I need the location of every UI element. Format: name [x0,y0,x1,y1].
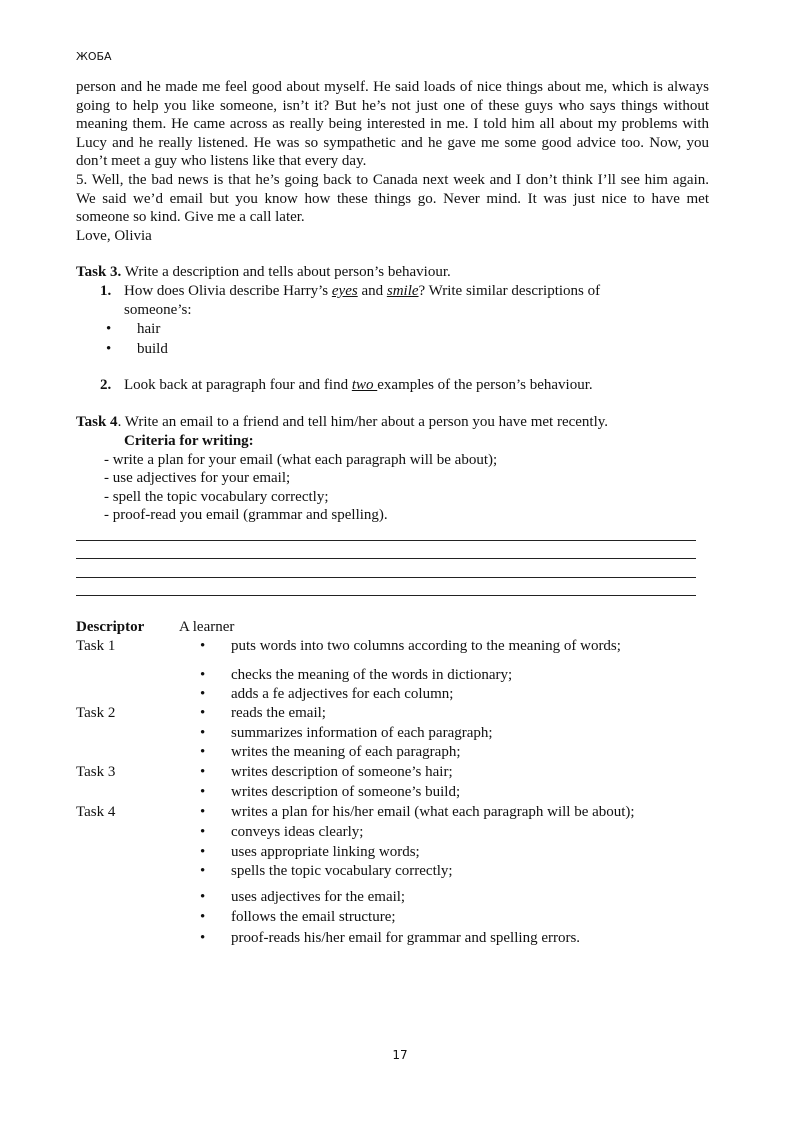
descriptor-item-text: checks the meaning of the words in dictionary; [231,667,513,683]
descriptor-item [200,763,453,782]
q2-text-a: Look back at paragraph four and find [124,377,352,393]
page-number: 17 [392,1048,408,1062]
bullet-icon: • [200,686,206,702]
task4-text: . Write an email to a friend and tell him/her about a person you have met recently. [117,414,609,430]
criteria-item: - use adjectives for your email; [104,470,291,486]
descriptor-item [200,888,405,907]
bullet-icon: • [200,764,206,780]
criteria-title: Criteria for writing: [124,433,254,449]
descriptor-item [200,823,363,842]
task3-label: Task 3. [76,264,122,280]
writing-line [76,577,696,578]
descriptor-item-text: conveys ideas clearly; [231,824,364,840]
task3-bullet-build [106,340,168,359]
bullet-icon: • [200,804,206,820]
letter-signoff: Love, Olivia [76,227,152,244]
bullet-icon: • [200,930,206,946]
criteria-item: - write a plan for your email (what each paragraph will be about); [104,452,498,468]
task-label: Task 2 [76,705,116,721]
q1-smile: smile [386,283,419,299]
bullet-icon: • [106,321,112,337]
q2-text-b: examples of the person’s behaviour. [377,377,593,393]
task3-bullet-hair [106,320,160,339]
bullet-icon: • [200,705,206,721]
q1-number: 1. [100,283,112,299]
bullet-icon: • [200,863,206,879]
descriptor-item-text: uses appropriate linking words; [231,844,420,860]
task4-label: Task 4 [76,414,118,430]
task3-question-1 [100,282,600,301]
descriptor-item [200,929,580,948]
writing-line [76,540,696,541]
bullet-icon: • [106,341,112,357]
task3-text: Write a description and tells about person’s behaviour. [121,264,451,280]
descriptor-item-text: uses adjectives for the email; [231,889,406,905]
descriptor-header: Descriptor [76,619,145,635]
descriptor-item [200,908,396,927]
learner-label: A learner [179,619,235,635]
descriptor-item [200,843,420,862]
descriptor-item-text: reads the email; [231,705,326,721]
page-header: ЖОБА [76,50,112,63]
bullet-icon: • [200,638,206,654]
task-label: Task 4 [76,804,116,820]
bullet-icon: • [200,725,206,741]
descriptor-item [200,704,326,723]
descriptor-item [200,862,453,881]
letter-text [76,78,709,245]
descriptor-item-text: follows the email structure; [231,909,396,925]
descriptor-item [200,743,460,762]
descriptor-item-text: summarizes information of each paragraph; [231,725,493,741]
descriptor-item-text: spells the topic vocabulary correctly; [231,863,453,879]
writing-line [76,558,696,559]
q1-text-c: someone’s: [124,302,192,318]
bullet-icon: • [200,824,206,840]
task3-question-2 [100,376,593,395]
descriptor-item [200,685,453,704]
task-label: Task 1 [76,638,116,654]
bullet-icon: • [200,784,206,800]
criteria-item: - spell the topic vocabulary correctly; [104,489,329,505]
task3-heading [76,263,451,282]
descriptor-item-text: writes description of someone’s hair; [231,764,453,780]
bullet-text: build [137,341,168,357]
descriptor-item-text: writes description of someone’s build; [231,784,461,800]
descriptor-item-text: writes a plan for his/her email (what each paragraph will be about); [231,804,635,820]
q2-two: two [351,377,378,393]
task-label: Task 3 [76,764,116,780]
bullet-icon: • [200,909,206,925]
descriptor-item [200,783,460,802]
descriptor-item [200,724,493,743]
bullet-icon: • [200,744,206,760]
bullet-icon: • [200,844,206,860]
paragraph-4-continued: person and he made me feel good about myself. He said loads of nice things about me, which is always going to help you like someone, isn’t it? But he’s not just one of these guys who says things without meaning them. He came across as really being interested in me. I told him all about my problems with Lucy and he really listened. He was so sympathetic and he gave me some good advice too. Now, you don’t meet a guy who listens like that every day. [76,79,709,170]
descriptor-item [200,637,621,656]
bullet-icon: • [200,667,206,683]
q1-text-b: ? Write similar descriptions of [418,283,601,299]
q2-number: 2. [100,377,112,393]
descriptor-item [200,803,635,822]
q1-and: and [357,283,387,299]
paragraph-5: 5. Well, the bad news is that he’s going back to Canada next week and I don’t think I’ll see him again. We said we’d email but you know how these things go. Never mind. It was just nice to have met someone so kind. Give me a call later. [76,171,709,226]
writing-line [76,595,696,596]
descriptor-item [200,666,512,685]
descriptor-item-text: writes the meaning of each paragraph; [231,744,461,760]
q1-eyes: eyes [331,283,358,299]
criteria-item: - proof-read you email (grammar and spelling). [104,507,388,523]
q1-text-a: How does Olivia describe Harry’s [124,283,332,299]
descriptor-item-text: proof-reads his/her email for grammar and spelling errors. [231,930,581,946]
descriptor-item-text: puts words into two columns according to the meaning of words; [231,638,621,654]
bullet-text: hair [137,321,161,337]
descriptor-item-text: adds a fe adjectives for each column; [231,686,454,702]
task4-heading [76,413,608,432]
bullet-icon: • [200,889,206,905]
